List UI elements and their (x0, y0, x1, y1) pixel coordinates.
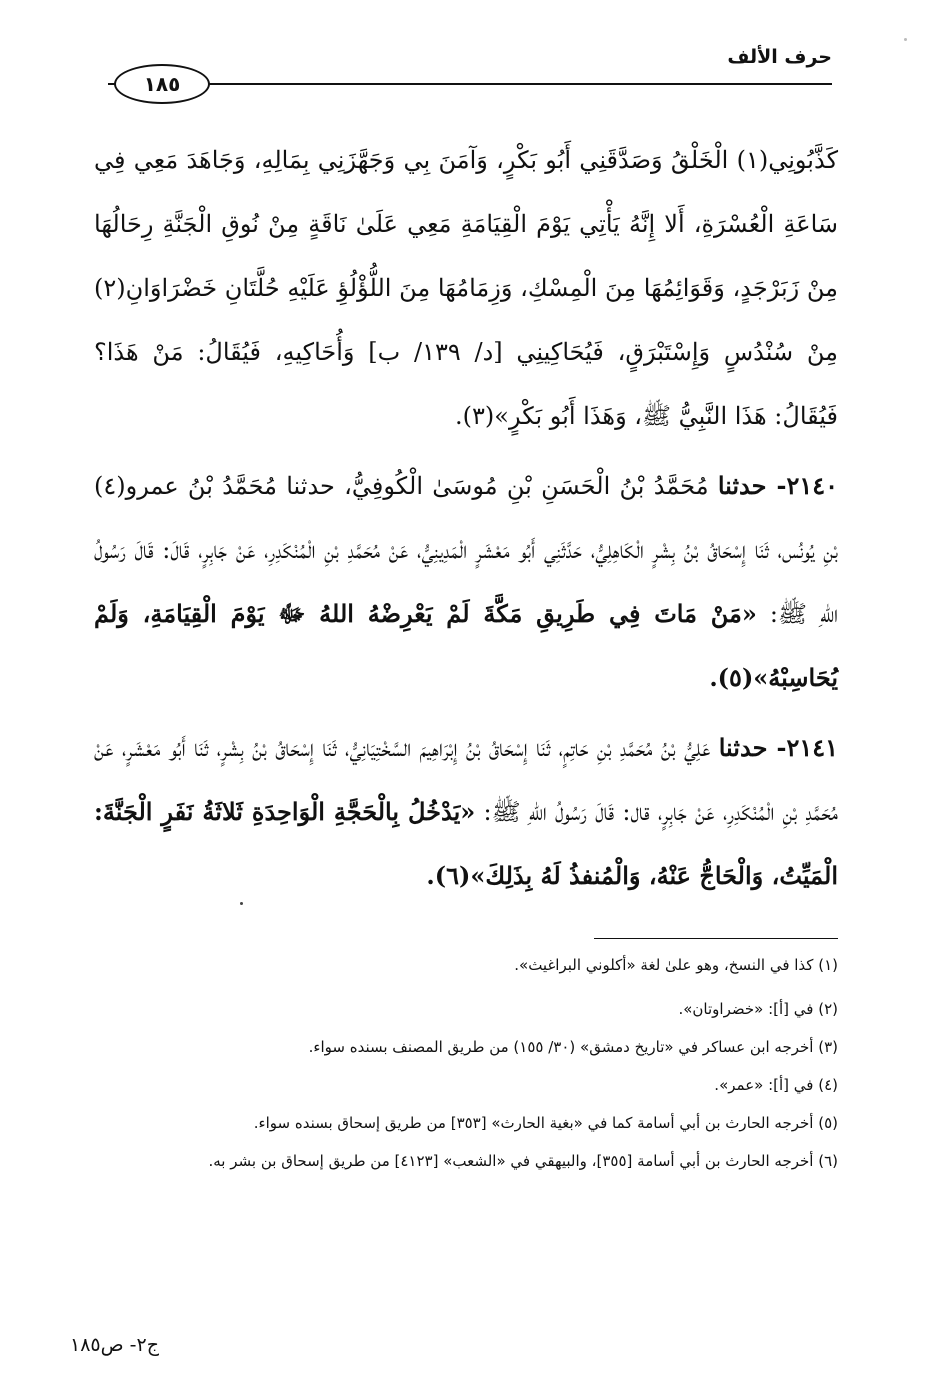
hadith-text: «مَنْ مَاتَ فِي طَرِيقِ مَكَّةَ لَمْ يَعْرِضْهُ اللهُ ﷻ يَوْمَ الْقِيَامَةِ، وَلَمْ يُحَاسِبْهُ»(٥). (94, 599, 838, 692)
footnote-6: (٦) أخرجه الحارث بن أبي أسامة [٣٥٥]، والبيهقي في «الشعب» [٤١٢٣] من طريق إسحاق بن بشر به. (208, 1152, 838, 1170)
footnote-1: (١) كذا في النسخ، وهو علىٰ لغة «أكلوني البراغيث». (514, 956, 838, 974)
footnote-4: (٤) في [أ]: «عمر». (714, 1076, 838, 1094)
hadith-text: «يَدْخُلُ بِالْحَجَّةِ الْوَاحِدَةِ ثَلاثَةُ نَفَرٍ الْجَنَّةَ: الْمَيِّتُ، وَالْحَاجُّ عَنْهُ، وَالْمُنفذُ لَهُ بِذَلِكَ»(٦). (94, 797, 838, 890)
footnotes (60, 950, 838, 1190)
main-text (94, 128, 838, 908)
hadith-number: ٢١٤٠- حدثنا (717, 471, 838, 500)
paragraph-1: كَذَّبُونِي(١) الْخَلْقُ وَصَدَّقَنِي أَبُو بَكْرٍ، وَآمَنَ بِي وَجَهَّزَنِي بِمَالِهِ، وَجَاهَدَ مَعِي فِي سَاعَةِ الْعُسْرَةِ، أَلا إِنَّهُ يَأْتِي يَوْمَ الْقِيَامَةِ مَعِي عَلَىٰ نَاقَةٍ مِنْ نُوقِ الْجَنَّةِ رِحَالُهَا مِنْ زَبَرْجَدٍ، وَقَوَائِمُهَا مِنَ الْمِسْكِ، وَزِمَامُهَا مِنَ اللُّؤْلُؤِ عَلَيْهِ حُلَّتَانِ خَضْرَاوَانِ(٢) مِنْ سُنْدُسٍ وَإِسْتَبْرَقٍ، فَيُحَاكِينِي [د/ ١٣٩/ ب] وَأُحَاكِيهِ، فَيُقَالُ: مَنْ هَذَا؟ فَيُقَالُ: هَذَا النَّبِيُّ ﷺ، وَهَذَا أَبُو بَكْرٍ»(٣). (94, 146, 839, 430)
footnote-3: (٣) أخرجه ابن عساكر في «تاريخ دمشق» (٣٠/ ١٥٥) من طريق المصنف بسنده سواء. (308, 1038, 838, 1056)
header-rule (108, 83, 832, 85)
ink-speck (240, 902, 243, 905)
hadith-2140 (94, 454, 838, 710)
page-number-badge (114, 64, 210, 104)
footnote-rule (594, 938, 838, 939)
footnote-5: (٥) أخرجه الحارث بن أبي أسامة كما في «بغية الحارث» [٣٥٣] من طريق إسحاق بسنده سواء. (253, 1114, 838, 1132)
hadith-2141 (94, 716, 838, 908)
hadith-chain: عَلِيُّ بْنُ مُحَمَّدِ بْنِ حَاتِمٍ، ثَنَا إِسْحَاقُ بْنُ إِبْرَاهِيمَ السَّخْتِيَانِيُّ، ثَنَا إِسْحَاقُ بْنُ بِشْرٍ، ثَنَا أَبُو مَعْشَرٍ، عَنْ مُحَمَّدِ بْنِ الْمُنْكَدِرِ، عَنْ جَابِرٍ، قال: قَالَ رَسُولُ اللهِ ﷺ: (94, 734, 839, 826)
chapter-title: حرف الألف (727, 46, 832, 68)
hadith-number: ٢١٤١- حدثنا (718, 733, 838, 762)
margin-mark (904, 38, 907, 41)
footnote-2: (٢) في [أ]: «خضراوتان». (678, 1000, 838, 1018)
hadith-chain: مُحَمَّدُ بْنُ الْحَسَنِ بْنِ مُوسَىٰ الْكُوفِيُّ، حدثنا مُحَمَّدُ بْنُ عمرو(٤) بْنِ يُونُس، ثَنَا إِسْحَاقُ بْنُ بِشْرٍ الْكَاهِلِيُّ، حَدَّثَنِي أَبُو مَعْشَرٍ الْمَدِينِيُّ، عَنْ مُحَمَّدِ بْنِ الْمُنْكَدِرِ، عَنْ جَابِرٍ، قَالَ: قَالَ رَسُولُ اللهِ ﷺ: (94, 472, 838, 628)
page-number: ١٨٥ (143, 72, 181, 96)
page-reference: ج٢- ص١٨٥ (70, 1334, 159, 1356)
